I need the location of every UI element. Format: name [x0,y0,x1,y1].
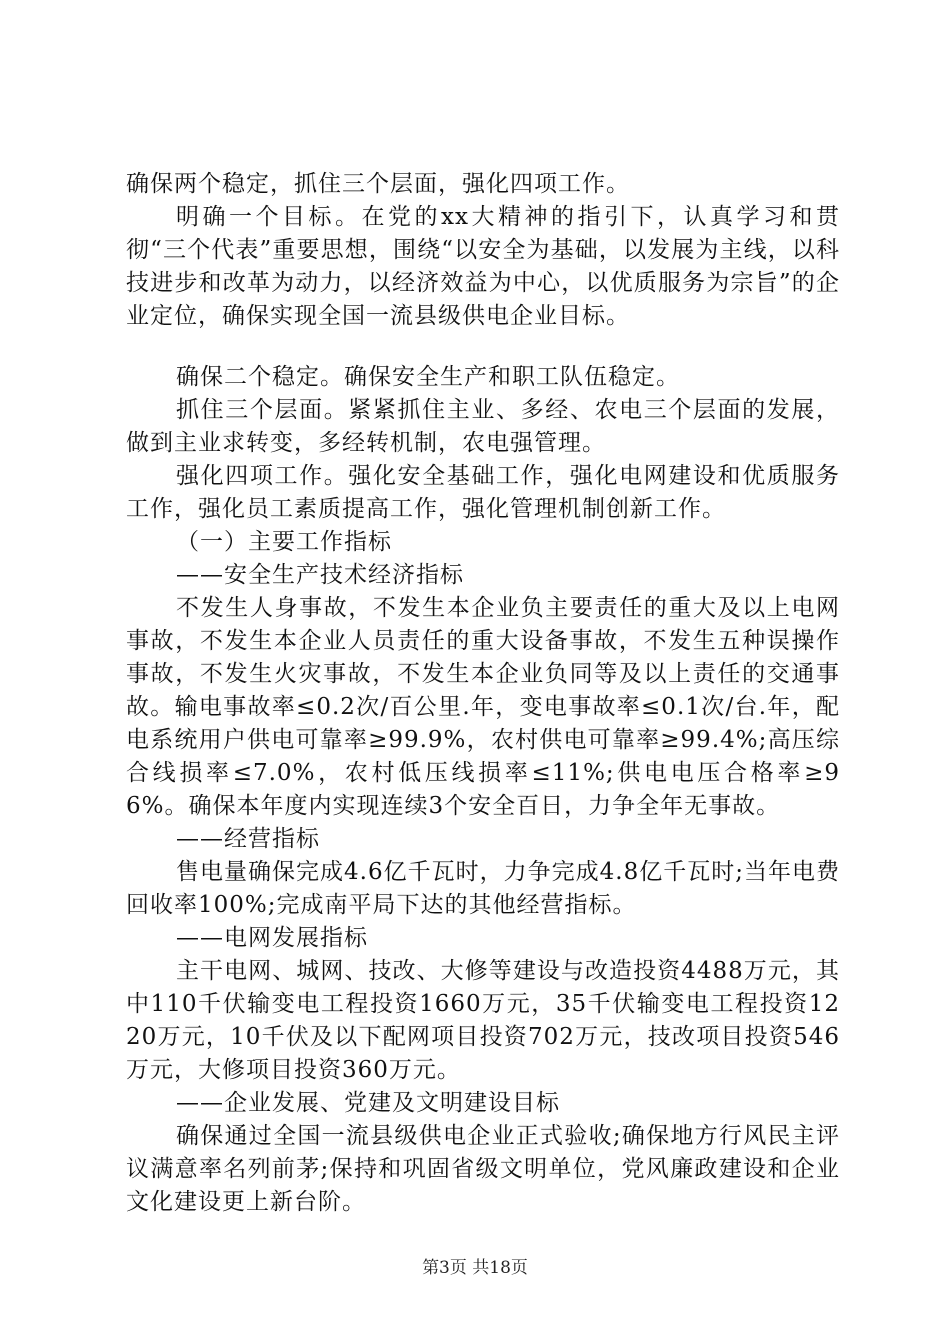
subsection-heading: ——安全生产技术经济指标 [176,562,464,588]
section-heading: （一）主要工作指标 [176,529,392,555]
paragraph: 主干电网、城网、技改、大修等建设与改造投资4488万元，其中110千伏输变电工程投资1660万元，35千伏输变电工程投资1220万元，10千伏及以下配网项目投资702万元，技改项目投资546万元，大修项目投资360万元。 [126,958,840,1083]
paragraph: 确保通过全国一流县级供电企业正式验收;确保地方行风民主评议满意率名列前茅;保持和巩固省级文明单位，党风廉政建设和企业文化建设更上新台阶。 [126,1123,840,1215]
paragraph: 不发生人身事故，不发生本企业负主要责任的重大及以上电网事故，不发生本企业人员责任的重大设备事故，不发生五种误操作事故，不发生火灾事故，不发生本企业负同等及以上责任的交通事故。输电事故率≤0.2次/百公里.年，变电事故率≤0.1次/台.年，配电系统用户供电可靠率≥99.9%，农村供电可靠率≥99.4%;高压综合线损率≤7.0%，农村低压线损率≤11%;供电电压合格率≥96%。确保本年度内实现连续3个安全百日，力争全年无事故。 [126,595,840,819]
subsection-heading: ——电网发展指标 [176,925,368,951]
paragraph: 售电量确保完成4.6亿千瓦时，力争完成4.8亿千瓦时;当年电费回收率100%;完成南平局下达的其他经营指标。 [126,859,840,918]
paragraph: 确保二个稳定。确保安全生产和职工队伍稳定。 [176,364,680,390]
page-footer: 第3页 共18页 [422,1258,528,1278]
paragraph: 明确一个目标。在党的xx大精神的指引下，认真学习和贯彻“三个代表”重要思想，围绕“以安全为基础，以发展为主线，以科技进步和改革为动力，以经济效益为中心，以优质服务为宗旨”的企业定位，确保实现全国一流县级供电企业目标。 [126,204,840,329]
paragraph: 强化四项工作。强化安全基础工作，强化电网建设和优质服务工作，强化员工素质提高工作，强化管理机制创新工作。 [126,463,840,522]
paragraph: 确保两个稳定，抓住三个层面，强化四项工作。 [126,171,630,197]
document-body [126,168,840,1219]
subsection-heading: ——企业发展、党建及文明建设目标 [176,1090,560,1116]
subsection-heading: ——经营指标 [176,826,320,852]
paragraph: 抓住三个层面。紧紧抓住主业、多经、农电三个层面的发展，做到主业求转变，多经转机制，农电强管理。 [126,397,840,456]
